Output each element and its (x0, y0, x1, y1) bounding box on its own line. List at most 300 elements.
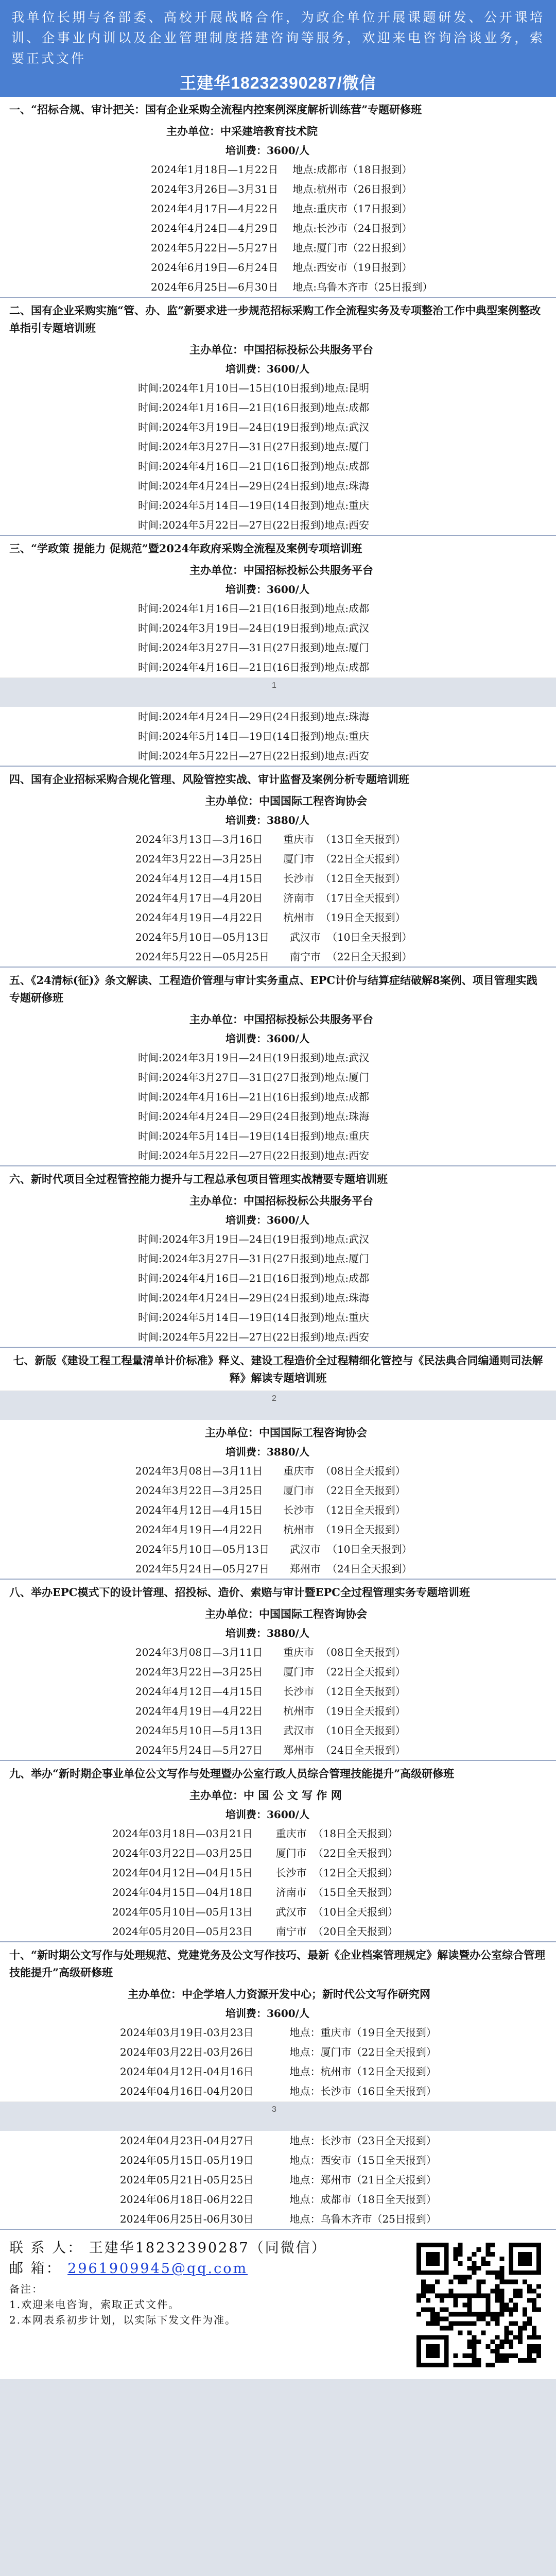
schedule-cell: 重庆市 (283, 1646, 315, 1658)
schedule-cell: （08日全天报到） (320, 1646, 406, 1658)
section-title: 二、国有企业采购实施“管、办、监”新要求进一步规范招标采购工作全流程实务及专项整治工作中典型案例整改单指引专题培训班 (9, 304, 541, 334)
schedule-cell: 地点:成都 (324, 401, 370, 414)
schedule-cell: 地点:厦门 (324, 1071, 370, 1083)
schedule-cell: 南宁市 (289, 951, 321, 963)
section-title: 三、“学政策 提能力 促规范”暨2024年政府采购全流程及案例专项培训班 (9, 542, 362, 555)
schedule-row (9, 1249, 547, 1268)
schedule-cell: （12日全天报到） (320, 1685, 406, 1698)
schedule-cell: 地点:重庆 (324, 730, 370, 742)
section-6 (0, 1166, 556, 1348)
schedule-row (9, 199, 547, 218)
section-organizer: 主办单位：中国招标投标公共服务平台 (189, 1194, 373, 1207)
schedule-cell: 2024年6月19日—6月24日 (151, 261, 279, 274)
schedule-cell: （17日全天报到） (320, 892, 406, 904)
section-2 (0, 298, 556, 536)
email-link[interactable]: 2961909945@qq.com (67, 2261, 248, 2277)
schedule-cell: 地点：长沙市（16日全天报到） (289, 2085, 437, 2097)
schedule-row (9, 1642, 547, 1662)
schedule-row (9, 829, 547, 849)
schedule-row (9, 1288, 547, 1308)
schedule-cell: 地点:西安市（19日报到） (292, 261, 412, 274)
schedule-row (9, 1126, 547, 1146)
schedule-row (9, 2170, 547, 2190)
schedule-cell: 地点：厦门市（22日全天报到） (289, 2046, 437, 2058)
schedule-cell: 2024年5月22日—05月25日 (135, 951, 269, 963)
schedule-cell: 2024年5月10日—05月13日 (135, 931, 269, 943)
sheet-4 (0, 2131, 556, 2230)
schedule-cell: 2024年04月16日-04月20日 (120, 2085, 254, 2097)
schedule-row (9, 888, 547, 908)
schedule-row (9, 1902, 547, 1922)
schedule-cell: 2024年4月19日—4月22日 (135, 911, 263, 924)
schedule-cell: 时间:2024年1月16日—21日(16日报到) (138, 401, 325, 414)
schedule-row (9, 2081, 547, 2101)
page-number: 2 (272, 1394, 276, 1403)
schedule-cell: （12日全天报到） (320, 1504, 406, 1516)
header-banner (0, 0, 556, 97)
schedule-cell: 地点：西安市（15日全天报到） (289, 2154, 437, 2166)
schedule-cell: （24日全天报到） (326, 1563, 412, 1575)
schedule-cell: 时间:2024年4月16日—21日(16日报到) (138, 460, 325, 472)
schedule-row (9, 1268, 547, 1288)
schedule-cell: 地点:重庆 (324, 1311, 370, 1324)
schedule-cell: 2024年04月15日—04月18日 (112, 1886, 253, 1899)
schedule-row (9, 2023, 547, 2042)
schedule-row (9, 599, 547, 618)
schedule-cell: 2024年06月25日-06月30日 (120, 2213, 254, 2225)
schedule-cell: 2024年4月24日—4月29日 (151, 222, 279, 234)
schedule-cell: 长沙市 (283, 1504, 315, 1516)
schedule-cell: 时间:2024年4月24日—29日(24日报到) (138, 1110, 325, 1123)
schedule-cell: 长沙市 (283, 1685, 315, 1698)
schedule-row (9, 657, 547, 677)
schedule-cell: （20日全天报到） (312, 1925, 398, 1938)
schedule-cell: 地点:重庆 (324, 1130, 370, 1142)
schedule-list (9, 1229, 547, 1347)
schedule-row (9, 2042, 547, 2062)
schedule-cell: 济南市 (275, 1886, 307, 1899)
schedule-row (9, 179, 547, 199)
section-fee: 培训费：3600/人 (225, 363, 309, 375)
schedule-cell: 时间:2024年3月19日—24日(19日报到) (138, 1052, 325, 1064)
schedule-cell: 重庆市 (283, 1465, 315, 1477)
schedule-row (9, 1539, 547, 1559)
note-label: 备注： (9, 2283, 43, 2295)
schedule-cell: 地点：长沙市（23日全天报到） (289, 2134, 437, 2147)
schedule-cell: 2024年5月24日—5月27日 (135, 1744, 263, 1756)
schedule-cell: 2024年3月08日—3月11日 (135, 1465, 263, 1477)
schedule-cell: 长沙市 (283, 872, 315, 885)
schedule-row (9, 908, 547, 927)
page-number-strip (0, 1390, 556, 1420)
schedule-cell: 时间:2024年4月24日—29日(24日报到) (138, 710, 325, 723)
schedule-cell: 2024年4月17日—4月22日 (151, 202, 279, 215)
sheet-3 (0, 1420, 556, 2101)
section-organizer: 主办单位：中国招标投标公共服务平台 (189, 1013, 373, 1026)
section-7 (0, 1348, 556, 1390)
schedule-cell: 地点:成都 (324, 460, 370, 472)
schedule-cell: 地点:武汉 (324, 1052, 370, 1064)
schedule-cell: 2024年05月15日-05月19日 (120, 2154, 254, 2166)
schedule-cell: 时间:2024年5月14日—19日(14日报到) (138, 1311, 325, 1324)
schedule-cell: 2024年4月12日—4月15日 (135, 1504, 263, 1516)
schedule-cell: 地点:乌鲁木齐市（25日报到） (292, 281, 433, 293)
schedule-row (9, 2190, 547, 2209)
schedule-cell: 杭州市 (283, 911, 315, 924)
schedule-row (9, 417, 547, 437)
schedule-cell: 厦门市 (283, 1484, 315, 1497)
schedule-list (9, 1048, 547, 1165)
schedule-cell: 地点:厦门 (324, 440, 370, 453)
section-organizer: 主办单位：中国国际工程咨询协会 (205, 1426, 367, 1439)
schedule-cell: 地点：成都市（18日全天报到） (289, 2193, 437, 2206)
schedule-cell: 2024年3月22日—3月25日 (135, 1484, 263, 1497)
schedule-cell: （08日全天报到） (320, 1465, 406, 1477)
schedule-cell: 地点:成都 (324, 661, 370, 673)
schedule-cell: 时间:2024年3月27日—31日(27日报到) (138, 1252, 325, 1265)
schedule-cell: 2024年4月19日—4月22日 (135, 1523, 263, 1536)
schedule-cell: 2024年03月19日-03月23日 (120, 2026, 254, 2039)
schedule-cell: 武汉市 (289, 931, 321, 943)
schedule-row (9, 849, 547, 869)
schedule-cell: 地点:成都市（18日报到） (292, 163, 412, 176)
schedule-list (9, 378, 547, 535)
schedule-row (9, 1327, 547, 1347)
schedule-cell: （12日全天报到） (320, 872, 406, 885)
section-title: 九、举办“新时期企事业单位公文写作与处理暨办公室行政人员综合管理技能提升”高级研修班 (9, 1767, 455, 1780)
schedule-cell: 时间:2024年3月27日—31日(27日报到) (138, 641, 325, 654)
schedule-cell: （10日全天报到） (326, 931, 412, 943)
section-fee: 培训费：3600/人 (225, 2007, 309, 2020)
schedule-row (9, 476, 547, 496)
schedule-cell: 2024年04月12日—04月15日 (112, 1867, 253, 1879)
schedule-cell: 时间:2024年5月22日—27日(22日报到) (138, 1149, 325, 1162)
schedule-row (9, 746, 547, 766)
section-3 (0, 536, 556, 677)
schedule-row (9, 2131, 547, 2150)
schedule-cell: （22日全天报到） (320, 853, 406, 865)
schedule-cell: 时间:2024年4月24日—29日(24日报到) (138, 1292, 325, 1304)
schedule-list (9, 1824, 547, 1941)
schedule-row (9, 1461, 547, 1481)
schedule-cell: 2024年04月12日-04月16日 (120, 2065, 254, 2078)
schedule-cell: 地点:厦门 (324, 1252, 370, 1265)
section-5 (0, 968, 556, 1166)
schedule-cell: 时间:2024年3月27日—31日(27日报到) (138, 440, 325, 453)
schedule-cell: 地点:武汉 (324, 622, 370, 634)
schedule-cell: 时间:2024年1月16日—21日(16日报到) (138, 602, 325, 615)
schedule-cell: 时间:2024年3月19日—24日(19日报到) (138, 622, 325, 634)
header-contact: 王建华18232390287/微信 (180, 74, 376, 92)
schedule-row (9, 927, 547, 947)
schedule-cell: 时间:2024年3月19日—24日(19日报到) (138, 1233, 325, 1245)
section-title: 一、“招标合规、审计把关：国有企业采购全流程内控案例深度解析训练营”专题研修班 (9, 103, 422, 116)
schedule-cell: 2024年3月22日—3月25日 (135, 853, 263, 865)
schedule-row (9, 618, 547, 638)
schedule-cell: 时间:2024年4月16日—21日(16日报到) (138, 1091, 325, 1103)
section-organizer: 主办单位：中国国际工程咨询协会 (205, 1607, 367, 1620)
schedule-row (9, 1087, 547, 1107)
email-label: 邮 箱： (9, 2261, 62, 2277)
section-fee: 培训费：3600/人 (225, 1214, 309, 1226)
note-line-2: 2.本网表系初步计划，以实际下发文件为准。 (9, 2314, 237, 2326)
schedule-cell: 杭州市 (283, 1705, 315, 1717)
schedule-row (9, 258, 547, 277)
schedule-cell: 2024年3月22日—3月25日 (135, 1666, 263, 1678)
section-7-continued (0, 1420, 556, 1580)
section-fee: 培训费：3600/人 (225, 583, 309, 596)
schedule-cell: 地点:厦门市（22日报到） (292, 242, 412, 254)
section-fee: 培训费：3600/人 (225, 1808, 309, 1821)
schedule-cell: 地点:西安 (324, 1149, 370, 1162)
page-number-strip (0, 2101, 556, 2131)
schedule-row (9, 1662, 547, 1682)
schedule-cell: 时间:2024年1月10日—15日(10日报到) (138, 382, 325, 394)
schedule-row (9, 2062, 547, 2081)
note-line-1: 1.欢迎来电咨询，索取正式文件。 (9, 2298, 180, 2311)
schedule-row (9, 1308, 547, 1327)
section-4 (0, 767, 556, 968)
schedule-cell: （19日全天报到） (320, 1705, 406, 1717)
schedule-cell: （22日全天报到） (320, 1484, 406, 1497)
section-fee: 培训费：3600/人 (225, 144, 309, 157)
schedule-cell: 地点:珠海 (324, 1292, 370, 1304)
schedule-row (9, 1146, 547, 1165)
schedule-cell: 时间:2024年5月22日—27日(22日报到) (138, 1331, 325, 1343)
section-title: 四、国有企业招标采购合规化管理、风险管控实战、审计监督及案例分析专题培训班 (9, 773, 409, 786)
schedule-cell: 武汉市 (275, 1906, 307, 1918)
schedule-row (9, 2209, 547, 2229)
schedule-cell: 地点:武汉 (324, 1233, 370, 1245)
section-organizer: 主办单位：中企学培人力资源开发中心；新时代公文写作研究网 (128, 1988, 430, 2001)
schedule-cell: 武汉市 (283, 1724, 315, 1737)
section-10-continued (0, 2131, 556, 2230)
schedule-cell: （22日全天报到） (320, 1666, 406, 1678)
schedule-cell: （18日全天报到） (312, 1827, 398, 1840)
schedule-row (9, 1500, 547, 1520)
schedule-row (9, 1922, 547, 1941)
page-number: 1 (272, 681, 276, 690)
schedule-cell: 地点:重庆市（17日报到） (292, 202, 412, 215)
schedule-row (9, 726, 547, 746)
footer (0, 2230, 556, 2379)
schedule-row (9, 1883, 547, 1902)
schedule-cell: 杭州市 (283, 1523, 315, 1536)
schedule-row (9, 1843, 547, 1863)
schedule-cell: 南宁市 (275, 1925, 307, 1938)
section-fee: 培训费：3880/人 (225, 1627, 309, 1639)
section-organizer: 主办单位：中国招标投标公共服务平台 (189, 343, 373, 356)
schedule-cell: 2024年05月20日—05月23日 (112, 1925, 253, 1938)
schedule-cell: 地点:厦门 (324, 641, 370, 654)
schedule-cell: 2024年3月26日—3月31日 (151, 183, 279, 195)
schedule-row (9, 238, 547, 258)
schedule-row (9, 456, 547, 476)
section-fee: 培训费：3880/人 (225, 1446, 309, 1458)
schedule-cell: 时间:2024年5月14日—19日(14日报到) (138, 499, 325, 512)
section-title: 十、“新时期公文写作与处理规范、党建党务及公文写作技巧、最新《企业档案管理规定》解读暨办公室综合管理技能提升”高级研修班 (9, 1948, 546, 1979)
schedule-row (9, 1067, 547, 1087)
schedule-cell: 2024年4月12日—4月15日 (135, 1685, 263, 1698)
schedule-cell: 2024年03月22日—03月25日 (112, 1847, 253, 1859)
schedule-row (9, 1863, 547, 1883)
schedule-row (9, 2150, 547, 2170)
schedule-cell: 济南市 (283, 892, 315, 904)
schedule-cell: 时间:2024年5月22日—27日(22日报到) (138, 519, 325, 531)
footer-contact: 联 系 人： 王建华18232390287（同微信） (9, 2240, 327, 2256)
schedule-cell: 2024年5月22日—5月27日 (151, 242, 279, 254)
schedule-list (9, 160, 547, 297)
schedule-row (9, 277, 547, 297)
schedule-row (9, 947, 547, 967)
section-organizer: 主办单位：中采建培教育技术院 (166, 125, 318, 138)
header-intro: 我单位长期与各部委、高校开展战略合作，为政企单位开展课题研发、公开课培训、企事业内训以及企业管理制度搭建咨询等服务，欢迎来电咨询洽谈业务，索要正式文件 (11, 10, 545, 66)
schedule-cell: 地点:西安 (324, 519, 370, 531)
schedule-cell: 时间:2024年5月14日—19日(14日报到) (138, 1130, 325, 1142)
schedule-cell: 2024年03月22日-03月26日 (120, 2046, 254, 2058)
schedule-cell: 2024年6月25日—6月30日 (151, 281, 279, 293)
section-8 (0, 1580, 556, 1761)
schedule-cell: 2024年1月18日—1月22日 (151, 163, 279, 176)
schedule-cell: 重庆市 (275, 1827, 307, 1840)
section-title: 七、新版《建设工程工程量清单计价标准》释义、建设工程造价全过程精细化管控与《民法典合同编通则司法解释》解读专题培训班 (13, 1354, 543, 1384)
schedule-cell: 时间:2024年5月14日—19日(14日报到) (138, 730, 325, 742)
section-title: 五、《24清标(征)》条文解读、工程造价管理与审计实务重点、EPC计价与结算症结破解8案例、项目管理实践专题研修班 (9, 974, 537, 1004)
schedule-row (9, 1107, 547, 1126)
schedule-cell: 厦门市 (283, 1666, 315, 1678)
section-organizer: 主办单位：中国国际工程咨询协会 (205, 794, 367, 807)
schedule-cell: （22日全天报到） (312, 1847, 398, 1859)
schedule-cell: 地点：郑州市（21日全天报到） (289, 2174, 437, 2186)
schedule-list (9, 1642, 547, 1760)
schedule-cell: 地点:珠海 (324, 480, 370, 492)
schedule-cell: 郑州市 (283, 1744, 315, 1756)
schedule-row (9, 160, 547, 179)
schedule-cell: 时间:2024年4月24日—29日(24日报到) (138, 480, 325, 492)
schedule-row (9, 1559, 547, 1579)
section-1 (0, 97, 556, 298)
schedule-cell: 地点:成都 (324, 602, 370, 615)
section-organizer: 主办单位：中国招标投标公共服务平台 (189, 564, 373, 577)
schedule-row (9, 1048, 547, 1067)
schedule-cell: 厦门市 (275, 1847, 307, 1859)
schedule-cell: 地点：杭州市（12日全天报到） (289, 2065, 437, 2078)
schedule-cell: 地点:成都 (324, 1091, 370, 1103)
schedule-cell: 2024年5月10日—05月13日 (135, 1543, 269, 1555)
schedule-cell: 2024年4月19日—4月22日 (135, 1705, 263, 1717)
schedule-cell: 厦门市 (283, 853, 315, 865)
schedule-cell: 武汉市 (289, 1543, 321, 1555)
schedule-cell: 2024年5月10日—5月13日 (135, 1724, 263, 1737)
schedule-row (9, 1721, 547, 1740)
page-number-strip (0, 677, 556, 707)
schedule-cell: 地点:西安 (324, 750, 370, 762)
schedule-row (9, 437, 547, 456)
schedule-cell: 地点:珠海 (324, 710, 370, 723)
sheet-1 (0, 97, 556, 677)
schedule-cell: 地点:昆明 (324, 382, 370, 394)
schedule-cell: （10日全天报到） (326, 1543, 412, 1555)
schedule-cell: 地点:成都 (324, 1272, 370, 1284)
schedule-cell: 长沙市 (275, 1867, 307, 1879)
schedule-list (9, 2023, 547, 2101)
schedule-row (9, 378, 547, 398)
schedule-cell: 2024年05月21日-05月25日 (120, 2174, 254, 2186)
schedule-row (9, 398, 547, 417)
schedule-cell: 2024年3月13日—3月16日 (135, 833, 263, 845)
schedule-cell: 地点:西安 (324, 1331, 370, 1343)
page-number: 3 (272, 2105, 276, 2114)
qr-code-icon (411, 2237, 547, 2373)
schedule-row (9, 1824, 547, 1843)
schedule-cell: 时间:2024年4月16日—21日(16日报到) (138, 1272, 325, 1284)
schedule-cell: （10日全天报到） (312, 1906, 398, 1918)
schedule-cell: 2024年3月08日—3月11日 (135, 1646, 263, 1658)
schedule-cell: 时间:2024年3月19日—24日(19日报到) (138, 421, 325, 433)
schedule-cell: 地点:杭州市（26日报到） (292, 183, 412, 195)
sheet-2 (0, 707, 556, 1390)
schedule-cell: 地点:长沙市（24日报到） (292, 222, 412, 234)
schedule-cell: （22日全天报到） (326, 951, 412, 963)
schedule-cell: 时间:2024年3月27日—31日(27日报到) (138, 1071, 325, 1083)
section-10 (0, 1942, 556, 2101)
schedule-cell: （10日全天报到） (320, 1724, 406, 1737)
schedule-list (9, 829, 547, 967)
schedule-cell: 2024年06月18日-06月22日 (120, 2193, 254, 2206)
schedule-row (9, 638, 547, 657)
schedule-row (9, 1520, 547, 1539)
section-3-continued (0, 707, 556, 767)
schedule-list (9, 2131, 547, 2229)
schedule-list (9, 599, 547, 677)
section-fee: 培训费：3600/人 (225, 1032, 309, 1045)
schedule-cell: 地点:武汉 (324, 421, 370, 433)
schedule-cell: 地点：重庆市（19日全天报到） (289, 2026, 437, 2039)
section-fee: 培训费：3880/人 (225, 814, 309, 826)
schedule-row (9, 1682, 547, 1701)
schedule-row (9, 1481, 547, 1500)
schedule-cell: （24日全天报到） (320, 1744, 406, 1756)
schedule-list (9, 1461, 547, 1579)
schedule-cell: 2024年4月17日—4月20日 (135, 892, 263, 904)
schedule-cell: （19日全天报到） (320, 911, 406, 924)
schedule-cell: 2024年05月10日—05月13日 (112, 1906, 253, 1918)
schedule-row (9, 218, 547, 238)
schedule-cell: 地点:珠海 (324, 1110, 370, 1123)
schedule-cell: 重庆市 (283, 833, 315, 845)
section-title: 八、举办EPC模式下的设计管理、招投标、造价、索赔与审计暨EPC全过程管理实务专题培训班 (9, 1586, 471, 1599)
schedule-cell: 2024年5月24日—05月27日 (135, 1563, 269, 1575)
schedule-cell: 时间:2024年4月16日—21日(16日报到) (138, 661, 325, 673)
schedule-row (9, 1701, 547, 1721)
schedule-row (9, 869, 547, 888)
schedule-cell: 2024年03月18日—03月21日 (112, 1827, 253, 1840)
section-title: 六、新时代项目全过程管控能力提升与工程总承包项目管理实战精要专题培训班 (9, 1173, 388, 1185)
schedule-cell: （19日全天报到） (320, 1523, 406, 1536)
section-organizer: 主办单位：中 国 公 文 写 作 网 (189, 1789, 342, 1802)
schedule-cell: （13日全天报到） (320, 833, 406, 845)
schedule-row (9, 707, 547, 726)
schedule-row (9, 1740, 547, 1760)
schedule-list (9, 707, 547, 766)
schedule-row (9, 515, 547, 535)
schedule-row (9, 496, 547, 515)
schedule-cell: 郑州市 (289, 1563, 321, 1575)
schedule-row (9, 1229, 547, 1249)
schedule-cell: 地点:重庆 (324, 499, 370, 512)
schedule-cell: （12日全天报到） (312, 1867, 398, 1879)
schedule-cell: 地点：乌鲁木齐市（25日报到） (289, 2213, 437, 2225)
